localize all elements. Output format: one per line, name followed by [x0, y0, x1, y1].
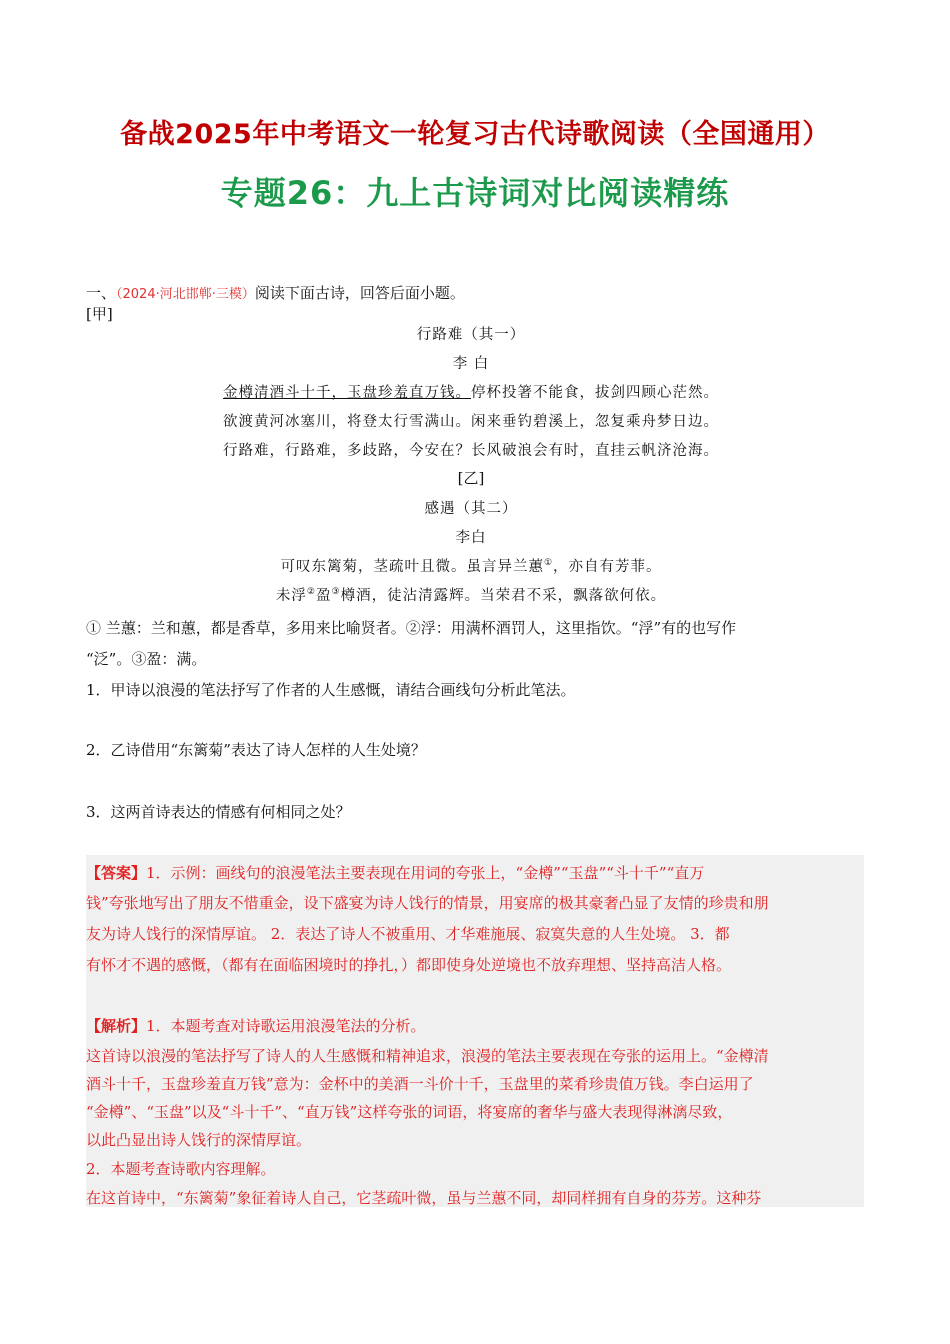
analysis-line-3: 酒斗十千，玉盘珍羞直万钱”意为：金杯中的美酒一斗价十千，玉盘里的菜肴珍贵值万钱。李白运用了	[86, 1075, 754, 1093]
poem2-line2-part-a: 未浮	[275, 588, 307, 604]
analysis-tag: 【解析】	[86, 1017, 147, 1035]
poem2-line2	[86, 584, 856, 605]
question-header	[86, 282, 465, 303]
poem1-author: 李 白	[452, 356, 490, 372]
poem2-line2-part-b: 盈	[316, 588, 332, 604]
document-subtitle: 专题26：九上古诗词对比阅读精练	[220, 174, 730, 212]
notes-line-1: ① 兰蕙：兰和蕙，都是香草，多用来比喻贤者。②浮：用满杯酒罚人，这里指饮。“浮”有的也写作	[86, 619, 737, 637]
document-title: 备战2025年中考语文一轮复习古代诗歌阅读（全国通用）	[120, 119, 830, 150]
analysis-text-1: 1．本题考查对诗歌运用浪漫笔法的分析。	[146, 1017, 426, 1035]
analysis-line-4: “金樽”、“玉盘”以及“斗十千”、“直万钱”这样夸张的词语，将宴席的奢华与盛大表现得淋漓尽致，	[86, 1103, 733, 1121]
poem2-line2-part-c: 樽酒，徒沾清露辉。当荣君不采，飘落欲何依。	[340, 588, 667, 604]
poem1-line1	[86, 381, 856, 402]
question-number: 一、	[86, 284, 117, 302]
poem1-underlined-line: 金樽清酒斗十千，玉盘珍羞直万钱。	[223, 385, 471, 401]
answer-tag: 【答案】	[86, 864, 147, 882]
poem2-line1-part-b: ，亦自有芳菲。	[553, 559, 662, 575]
question-3: 3．这两首诗表达的情感有何相同之处？	[86, 803, 351, 821]
notes-line-2: “泛”。③盈：满。	[86, 650, 207, 668]
answer-line-1	[86, 862, 704, 883]
answer-line-4: 有怀才不遇的感慨，（都有在面临困境时的挣扎，）都即使身处逆境也不放弃理想、坚持高洁人格。	[86, 956, 732, 974]
poem2-line1	[86, 555, 856, 576]
poem1-title: 行路难（其一）	[416, 327, 526, 343]
analysis-line-2: 这首诗以浪漫的笔法抒写了诗人的人生感慨和精神追求，浪漫的笔法主要表现在夸张的运用上。“金樽清	[86, 1047, 769, 1065]
poem2-author: 李白	[455, 530, 487, 546]
poem1-line1-rest: 停杯投箸不能食，拔剑四顾心茫然。	[471, 385, 719, 401]
answer-text-1: 1．示例：画线句的浪漫笔法主要表现在用词的夸张上，“金樽”“玉盘”“斗十千”“直万	[146, 864, 705, 882]
poem2-line1-part-a: 可叹东篱菊，茎疏叶且微。虽言异兰蕙	[280, 559, 544, 575]
question-2: 2．乙诗借用“东篱菊”表达了诗人怎样的人生处境？	[86, 741, 426, 759]
question-1: 1．甲诗以浪漫的笔法抒写了作者的人生感慨，请结合画线句分析此笔法。	[86, 681, 576, 699]
footnote-marker-3: ③	[331, 587, 341, 598]
analysis-line-5: 以此凸显出诗人饯行的深情厚谊。	[86, 1131, 312, 1149]
question-source: （2024·河北邯郸·三模）	[116, 287, 255, 302]
poem1-line2: 欲渡黄河冰塞川，将登太行雪满山。闲来垂钓碧溪上，忽复乘舟梦日边。	[223, 414, 719, 430]
footnote-marker-2: ②	[306, 587, 316, 598]
analysis-line-6: 2．本题考查诗歌内容理解。	[86, 1160, 276, 1178]
analysis-line-1	[86, 1015, 426, 1036]
footnote-marker-1: ①	[543, 558, 554, 569]
answer-line-3: 友为诗人饯行的深情厚谊。 2．表达了诗人不被重用、才华难施展、寂寞失意的人生处境。 3．都	[86, 925, 730, 943]
question-instruction: 阅读下面古诗，回答后面小题。	[254, 284, 465, 302]
answer-line-2: 钱”夸张地写出了朋友不惜重金，设下盛宴为诗人饯行的情景，用宴席的极其豪奢凸显了友情的珍贵和朋	[86, 894, 769, 912]
analysis-line-7: 在这首诗中，“东篱菊”象征着诗人自己，它茎疏叶微，虽与兰蕙不同，却同样拥有自身的芬芳。这种芬	[86, 1189, 762, 1207]
label-yi: [乙]	[457, 469, 485, 487]
label-jia: [甲]	[86, 305, 113, 323]
poem2-title: 感遇（其二）	[424, 501, 518, 517]
poem1-line3: 行路难，行路难，多歧路，今安在？长风破浪会有时，直挂云帆济沧海。	[223, 443, 719, 459]
